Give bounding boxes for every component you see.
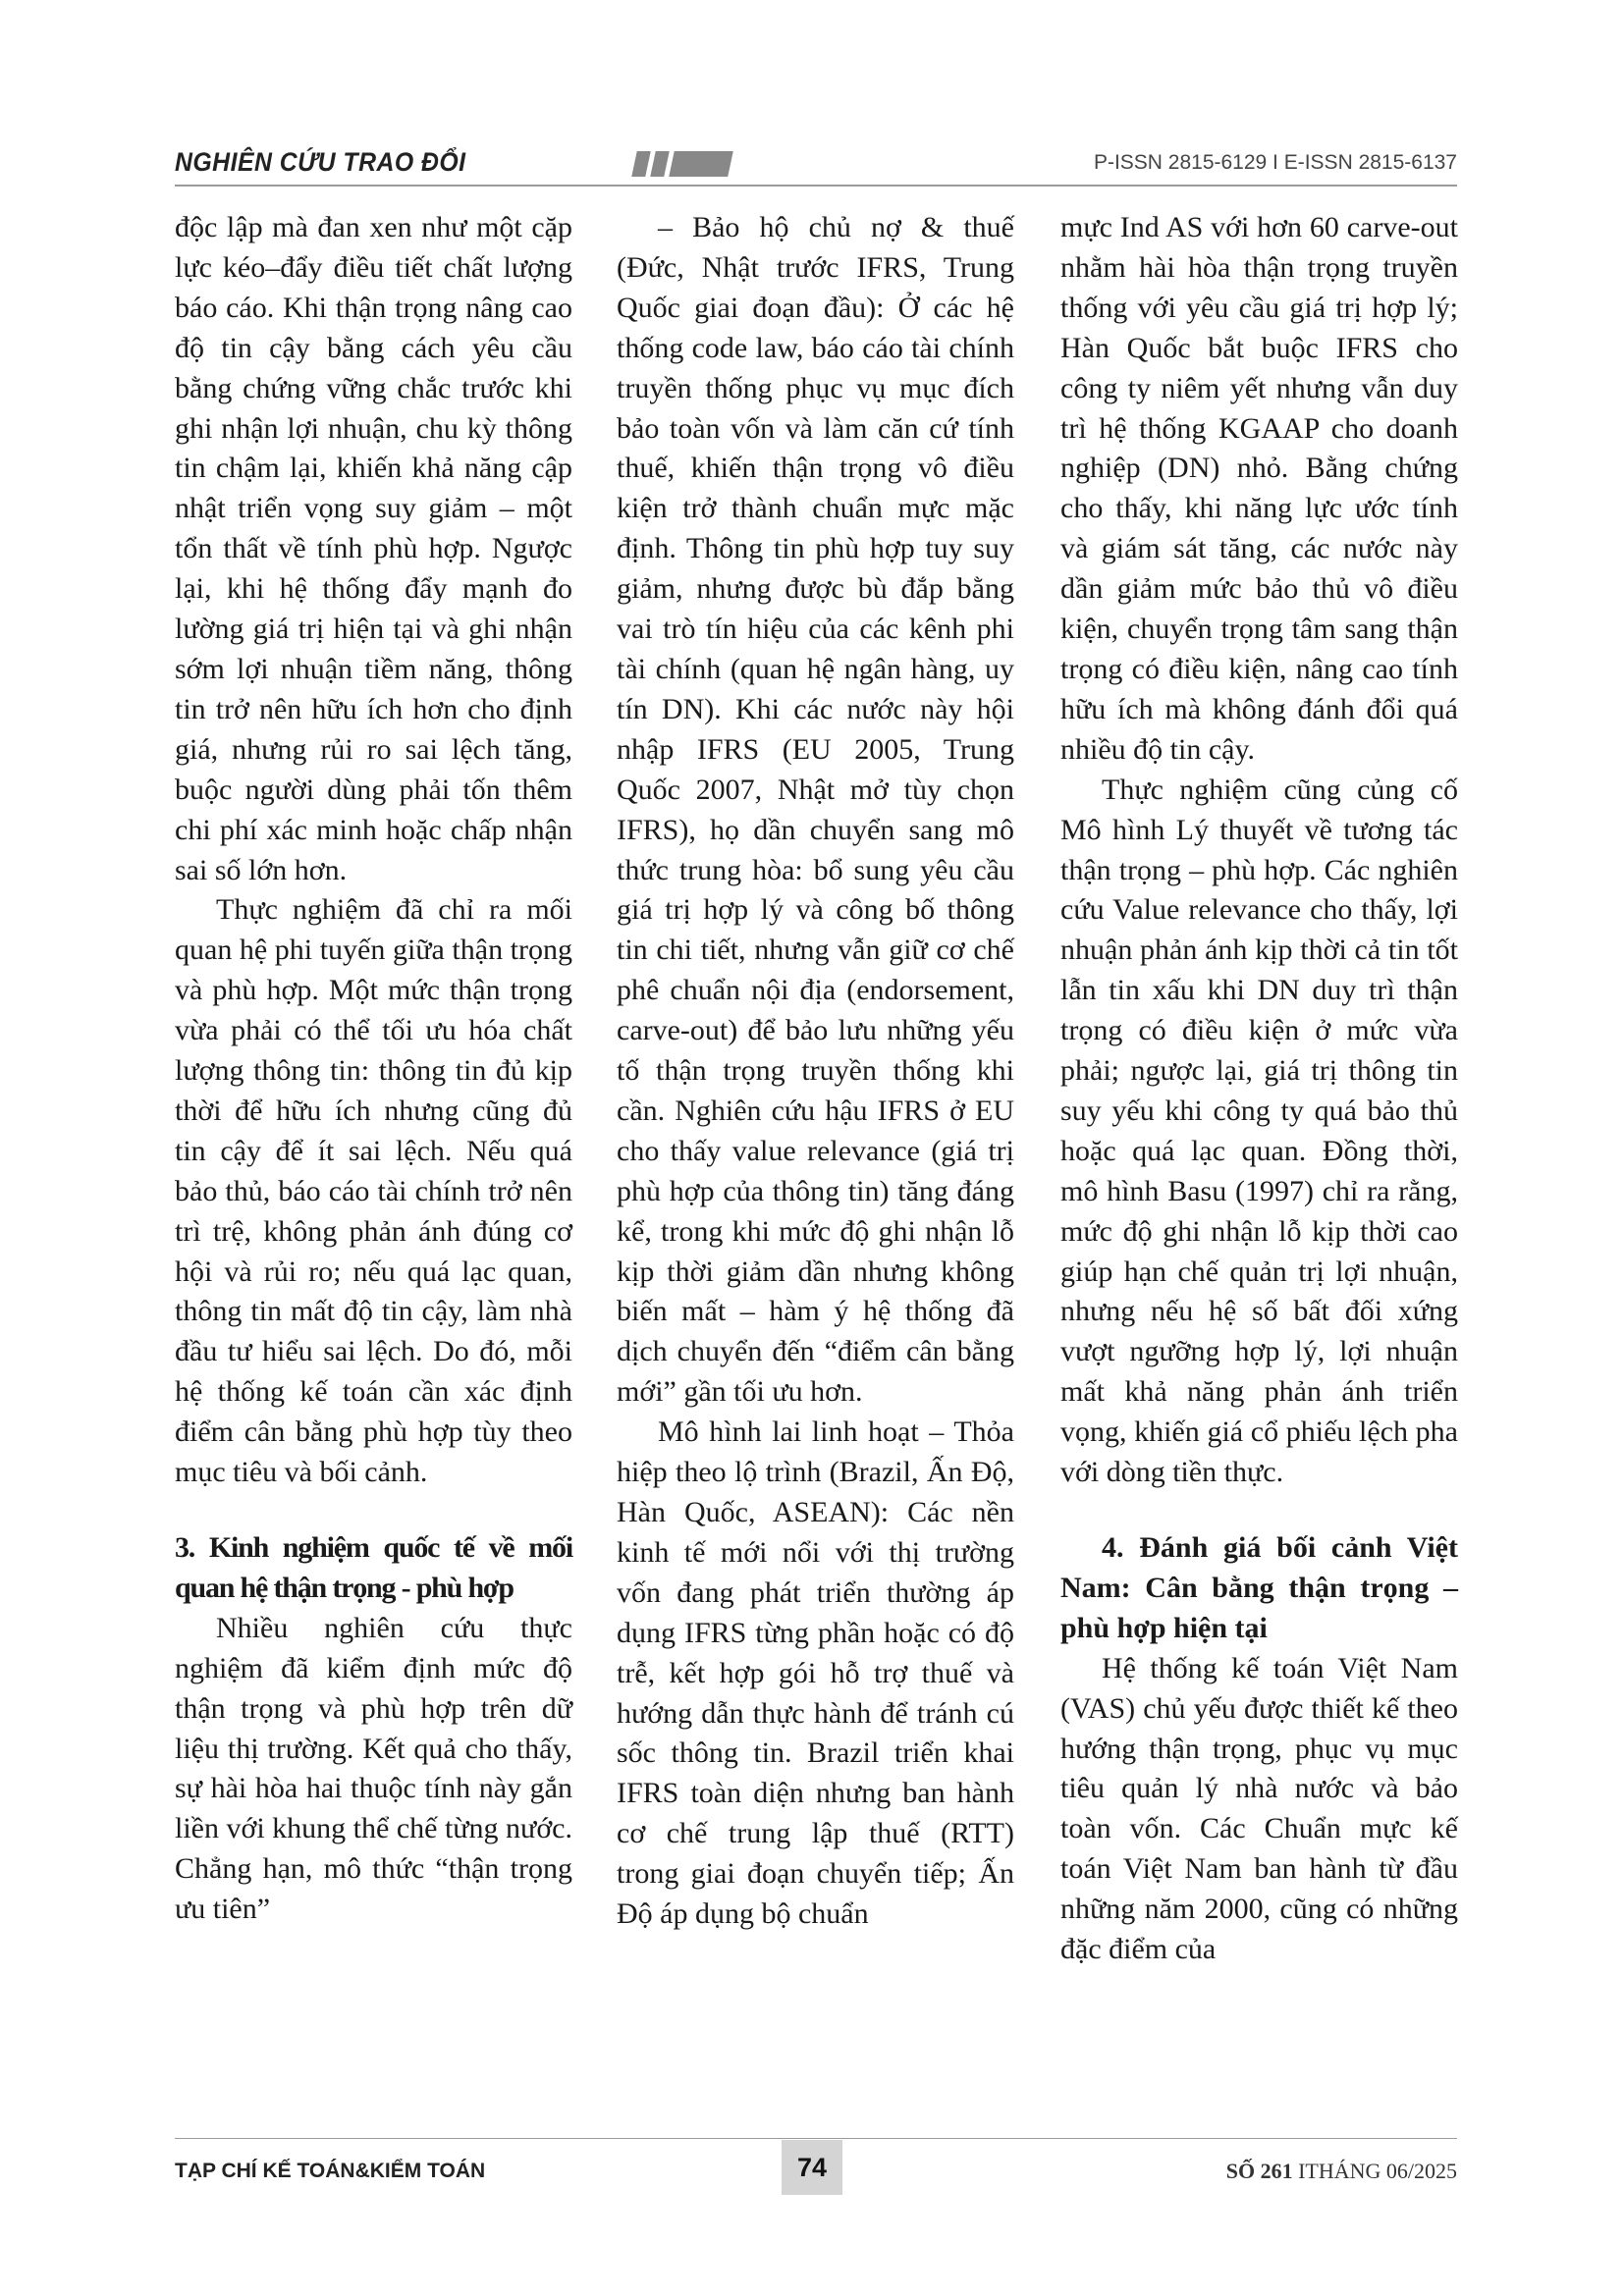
section-label: NGHIÊN CỨU TRAO ĐỔI — [175, 147, 466, 177]
header-rule — [175, 185, 1457, 187]
column-2 — [617, 208, 1014, 1935]
column-3 — [1060, 208, 1458, 1970]
paragraph: Hệ thống kế toán Việt Nam (VAS) chủ yếu được thiết kế theo hướng thận trọng, phục vụ mục tiêu quản lý nhà nước và bảo toàn vốn. Các Chuẩn mực kế toán Việt Nam ban hành từ đầu những năm 2000, cũng có những đặc điểm của — [1060, 1651, 1458, 1966]
page-header — [175, 147, 1457, 188]
page-number — [782, 2140, 842, 2195]
paragraph: độc lập mà đan xen như một cặp lực kéo–đẩy điều tiết chất lượng báo cáo. Khi thận trọng nâng cao độ tin cậy bằng cách yêu cầu bằng chứng vững chắc trước khi ghi nhận lợi nhuận, chu kỳ thông tin chậm lại, khiến khả năng cập nhật triển vọng suy giảm – một tổn thất về tính phù hợp. Ngược lại, khi hệ thống đẩy mạnh đo lường giá trị hiện tại và ghi nhận sớm lợi nhuận tiềm năng, thông tin trở nên hữu ích hơn cho định giá, nhưng rủi ro sai lệch tăng, buộc người dùng phải tốn thêm chi phí xác minh hoặc chấp nhận sai số lớn hơn. — [175, 211, 572, 886]
bar — [631, 151, 651, 177]
paragraph: Thực nghiệm đã chỉ ra mối quan hệ phi tuyến giữa thận trọng và phù hợp. Một mức thận trọng vừa phải có thể tối ưu hóa chất lượng thông tin: thông tin đủ kịp thời để hữu ích nhưng cũng đủ tin cậy để ít sai lệch. Nếu quá bảo thủ, báo cáo tài chính trở nên trì trệ, không phản ánh đúng cơ hội và rủi ro; nếu quá lạc quan, thông tin mất độ tin cậy, làm nhà đầu tư hiểu sai lệch. Do đó, mỗi hệ thống kế toán cần xác định điểm cân bằng phù hợp tùy theo mục tiêu và bối cảnh. — [175, 893, 572, 1489]
issue-label — [1226, 2159, 1457, 2184]
journal-name: TẠP CHÍ KẾ TOÁN&KIỂM TOÁN — [175, 2160, 486, 2182]
paragraph: Thực nghiệm cũng củng cố Mô hình Lý thuyết về tương tác thận trọng – phù hợp. Các nghiên cứu Value relevance cho thấy, lợi nhuận phản ánh kịp thời cả tin tốt lẫn tin xấu khi DN duy trì thận trọng có điều kiện ở mức vừa phải; ngược lại, giá trị thông tin suy yếu khi công ty quá bảo thủ hoặc quá lạc quan. Đồng thời, mô hình Basu (1997) chỉ ra rằng, mức độ ghi nhận lỗ kịp thời cao giúp hạn chế quản trị lợi nhuận, nhưng nếu hệ số bất đối xứng vượt ngưỡng hợp lý, lợi nhuận mất khả năng phản ánh triển vọng, khiến giá cổ phiếu lệch pha với dòng tiền thực. — [1060, 773, 1458, 1489]
issn-label: P-ISSN 2815-6129 I E-ISSN 2815-6137 — [1093, 151, 1457, 174]
issue-date: ITHÁNG 06/2025 — [1298, 2159, 1457, 2183]
paragraph: Mô hình lai linh hoạt – Thỏa hiệp theo lộ trình (Brazil, Ấn Độ, Hàn Quốc, ASEAN): Các nền kinh tế mới nổi với thị trường vốn đang phát triển thường áp dụng IFRS từng phần hoặc có độ trễ, kết hợp gói hỗ trợ thuế và hướng dẫn thực hành để tránh cú sốc thông tin. Brazil triển khai IFRS toàn diện nhưng ban hành cơ chế trung lập thuế (RTT) trong giai đoạn chuyển tiếp; Ấn Độ áp dụng bộ chuẩn — [617, 1415, 1014, 1931]
paragraph: Nhiều nghiên cứu thực nghiệm đã kiểm định mức độ thận trọng và phù hợp trên dữ liệu thị trường. Kết quả cho thấy, sự hài hòa hai thuộc tính này gắn liền với khung thể chế từng nước. Chẳng hạn, mô thức “thận trọng ưu tiên” — [175, 1611, 572, 1926]
header-decoration-bars — [634, 151, 731, 177]
issue-number: 261 — [1260, 2159, 1293, 2183]
paragraph: mực Ind AS với hơn 60 carve-out nhằm hài hòa thận trọng truyền thống với yêu cầu giá trị hợp lý; Hàn Quốc bắt buộc IFRS cho công ty niêm yết nhưng vẫn duy trì hệ thống KGAAP cho doanh nghiệp (DN) nhỏ. Bằng chứng cho thấy, khi năng lực ước tính và giám sát tăng, các nước này dần giảm mức bảo thủ vô điều kiện, chuyển trọng tâm sang thận trọng có điều kiện, nâng cao tính hữu ích mà không đánh đổi quá nhiều độ tin cậy. — [1060, 211, 1458, 766]
issue-prefix: SỐ — [1225, 2159, 1256, 2183]
section-heading: 3. Kinh nghiệm quốc tế về mối quan hệ thận trọng - phù hợp — [175, 1531, 572, 1604]
column-1 — [175, 208, 572, 1930]
paragraph: – Bảo hộ chủ nợ & thuế (Đức, Nhật trước IFRS, Trung Quốc giai đoạn đầu): Ở các hệ thống code law, báo cáo tài chính truyền thống phục vụ mục đích bảo toàn vốn và làm căn cứ tính thuế, khiến thận trọng vô điều kiện trở thành chuẩn mực mặc định. Thông tin phù hợp tuy suy giảm, nhưng được bù đắp bằng vai trò tín hiệu của các kênh phi tài chính (quan hệ ngân hàng, uy tín DN). Khi các nước này hội nhập IFRS (EU 2005, Trung Quốc 2007, Nhật mở tùy chọn IFRS), họ dần chuyển sang mô thức trung hòa: bổ sung yêu cầu giá trị hợp lý và công bố thông tin chi tiết, nhưng vẫn giữ cơ chế phê chuẩn nội địa (endorsement, carve-out) để bảo lưu những yếu tố thận trọng truyền thống khi cần. Nghiên cứu hậu IFRS ở EU cho thấy value relevance (giá trị phù hợp của thông tin) tăng đáng kể, trong khi mức độ ghi nhận lỗ kịp thời giảm dần nhưng không biến mất – hàm ý hệ thống đã dịch chuyển đến “điểm cân bằng mới” gần tối ưu hơn. — [617, 211, 1014, 1409]
bar — [650, 151, 670, 177]
page-number-text: 74 — [796, 2152, 828, 2182]
footer-rule — [175, 2138, 1457, 2139]
bar — [669, 151, 733, 177]
section-heading: 4. Đánh giá bối cảnh Việt Nam: Cân bằng thận trọng – phù hợp hiện tại — [1060, 1531, 1458, 1644]
